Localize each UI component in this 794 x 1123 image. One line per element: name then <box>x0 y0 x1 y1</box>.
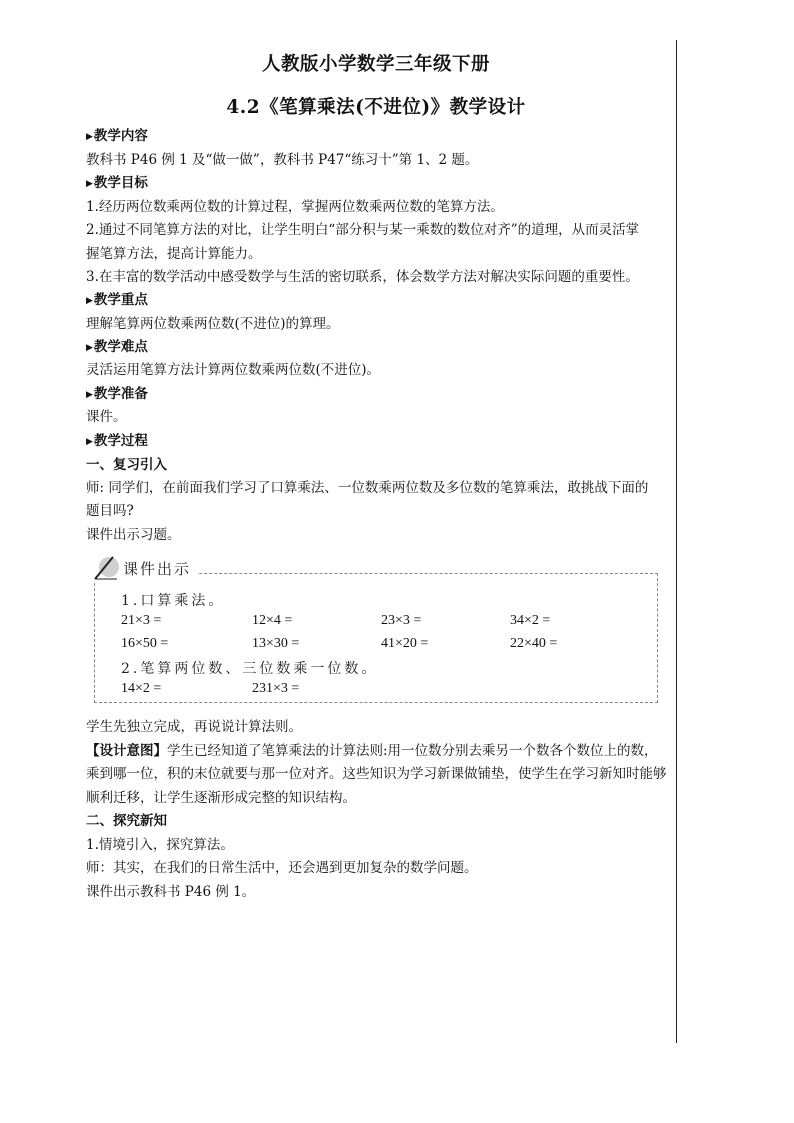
teacher-line-1a: 师: 同学们，在前面我们学习了口算乘法、一位数乘两位数及多位数的笔算乘法，敢挑战下面的 <box>86 480 649 496</box>
content-text: 教科书 P46 例 1 及“做一做”，教科书 P47“练习十”第 1、2 题。 <box>86 152 479 168</box>
triangle-bullet-icon: ▶ <box>86 437 93 447</box>
exercise-item: 16×50 = <box>121 636 169 651</box>
triangle-bullet-icon: ▶ <box>86 132 93 142</box>
triangle-bullet-icon: ▶ <box>86 390 93 400</box>
part-1-heading: 一、复习引入 <box>86 457 167 473</box>
exercise-item: 12×4 = <box>252 613 293 628</box>
show-example-text: 课件出示教科书 P46 例 1。 <box>86 884 256 900</box>
section-head-process: ▶教学过程 <box>86 433 148 449</box>
document-title: 人教版小学数学三年级下册 <box>261 54 490 75</box>
exercise-item: 21×3 = <box>121 613 162 628</box>
teacher-line-2: 师：其实，在我们的日常生活中，还会遇到更加复杂的数学问题。 <box>86 860 478 876</box>
courseware-tab-label: 课件出示 <box>123 559 192 578</box>
section-head-goals: ▶教学目标 <box>86 175 148 191</box>
triangle-bullet-icon: ▶ <box>86 296 93 306</box>
design-intent-line-3: 顺利迁移，让学生逐渐形成完整的知识结构。 <box>86 790 356 806</box>
design-intent-line-1: 【设计意图】学生已经知道了笔算乘法的计算法则:用一位数分别去乘另一个数各个数位上的数， <box>86 743 658 759</box>
exercise-item: 13×30 = <box>252 636 300 651</box>
exercise-item: 14×2 = <box>121 681 162 696</box>
courseware-tab <box>91 555 197 581</box>
exercise-item: 34×2 = <box>510 613 551 628</box>
show-exercise-text: 课件出示习题。 <box>86 527 181 543</box>
key-text: 理解笔算两位数乘两位数(不进位)的算理。 <box>86 316 340 332</box>
exercise-item: 231×3 = <box>252 681 300 696</box>
goal-2-line-1: 2.通过不同笔算方法的对比，让学生明白“部分积与某一乘数的数位对齐”的道理，从而灵活掌 <box>86 222 640 238</box>
triangle-bullet-icon: ▶ <box>86 343 93 353</box>
question-1-title: 1.口算乘法。 <box>121 593 226 609</box>
section-head-content: ▶教学内容 <box>86 128 148 144</box>
step-1-text: 1.情境引入，探究算法。 <box>86 837 234 853</box>
goal-1: 1.经历两位数乘两位数的计算过程，掌握两位数乘两位数的笔算方法。 <box>86 199 504 215</box>
exercise-item: 41×20 = <box>381 636 429 651</box>
goal-3: 3.在丰富的数学活动中感受数学与生活的密切联系，体会数学方法对解决实际问题的重要性。 <box>86 269 639 285</box>
section-head-difficulty: ▶教学难点 <box>86 339 148 355</box>
exercise-item: 23×3 = <box>381 613 422 628</box>
section-head-preparation: ▶教学准备 <box>86 386 148 402</box>
question-2-title: 2.笔算两位数、三位数乘一位数。 <box>121 661 379 677</box>
lesson-title: 4.2《笔算乘法(不进位)》教学设计 <box>226 97 526 118</box>
difficulty-text: 灵活运用笔算方法计算两位数乘两位数(不进位)。 <box>86 362 381 378</box>
design-intent-line-2: 乘到哪一位，积的末位就要与那一位对齐。这些知识为学习新课做铺垫，使学生在学习新知时能够 <box>86 766 667 782</box>
part-2-heading: 二、探究新知 <box>86 813 167 829</box>
preparation-text: 课件。 <box>86 409 127 425</box>
triangle-bullet-icon: ▶ <box>86 179 93 189</box>
right-margin-rule <box>676 40 677 1043</box>
design-intent-label: 【设计意图】 <box>86 743 167 759</box>
after-box-text: 学生先独立完成，再说说计算法则。 <box>86 719 302 735</box>
goal-2-line-2: 握笔算方法，提高计算能力。 <box>86 246 262 262</box>
exercise-item: 22×40 = <box>510 636 558 651</box>
section-head-key: ▶教学重点 <box>86 292 148 308</box>
teacher-line-1b: 题目吗? <box>86 503 134 519</box>
pencil-icon <box>91 555 121 581</box>
